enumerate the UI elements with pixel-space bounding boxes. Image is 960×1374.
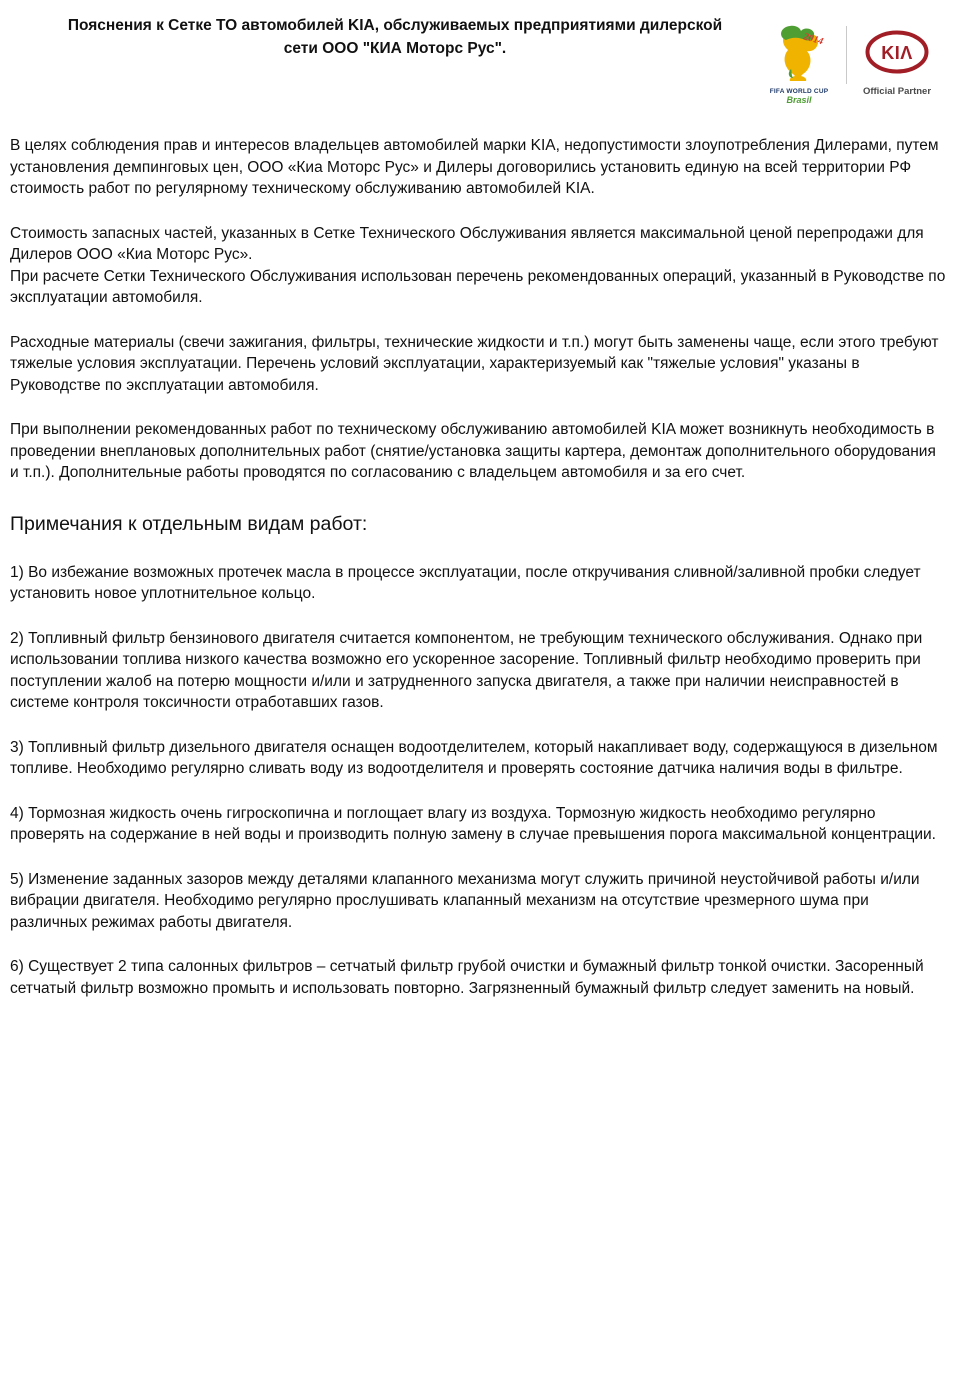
intro-paragraph-2a: Стоимость запасных частей, указанных в Сетке Технического Обслуживания является максимальной ценой перепродажи для Дилеров ООО «Киа Моторс Рус». xyxy=(10,224,924,263)
note-item-1: 1) Во избежание возможных протечек масла в процессе эксплуатации, после откручивания сливной/заливной пробки следует установить новое уплотнительное кольцо. xyxy=(10,563,921,602)
intro-paragraph-3: Расходные материалы (свечи зажигания, фильтры, технические жидкости и т.п.) могут быть заменены чаще, если этого требуют тяжелые условия эксплуатации. Перечень условий эксплуатации, характеризуемый как "тяжелые условия" указаны в Руководстве по эксплуатации автомобиля. xyxy=(10,333,939,394)
intro-paragraph-2b: При расчете Сетки Технического Обслуживания использован перечень рекомендованных операций, указанный в Руководстве по эксплуатации автомобиля. xyxy=(10,267,946,306)
page-title-line2: сети ООО "КИА Моторс Рус". xyxy=(283,40,507,57)
document-body xyxy=(10,135,948,999)
fifa-world-cup-trophy-icon xyxy=(767,24,831,82)
note-item-4: 4) Тормозная жидкость очень гигроскопична и поглощает влагу из воздуха. Тормозную жидкость необходимо регулярно проверять на содержание в ней воды и производить полную замену в случае превышения порога максимальной концентрации. xyxy=(10,804,936,843)
fifa-year-script: 2014 xyxy=(802,31,825,48)
notes-section-heading: Примечания к отдельным видам работ: xyxy=(10,512,368,535)
page-title xyxy=(10,10,760,60)
kia-logo xyxy=(857,24,937,97)
logo-divider xyxy=(846,26,847,84)
fifa-world-cup-logo xyxy=(760,24,838,105)
fifa-caption: FIFA WORLD CUP xyxy=(769,88,829,95)
page-title-line1: Пояснения к Сетке ТО автомобилей KIA, обслуживаемых предприятиями дилерской xyxy=(67,17,723,34)
note-item-2: 2) Топливный фильтр бензинового двигателя считается компонентом, не требующим технического обслуживания. Однако при использовании топлива низкого качества возможно его ускоренное засорение. Топливный фильтр необходимо проверить при поступлении жалоб на потерю мощности и/или и затрудненного запуска двигателя, а также при наличии неисправностей в системе контроля токсичности отработавших газов. xyxy=(10,629,923,711)
note-item-5: 5) Изменение заданных зазоров между деталями клапанного механизма могут служить причиной неустойчивой работы и/или вибрации двигателя. Необходимо регулярно прослушивать клапанный механизм на отсутствие чрезмерного шума при различных режимах работы двигателя. xyxy=(10,870,920,931)
partner-logos xyxy=(760,10,948,105)
official-partner-label: Official Partner xyxy=(862,86,932,97)
note-item-6: 6) Существует 2 типа салонных фильтров – сетчатый фильтр грубой очистки и бумажный фильтр тонкой очистки. Засоренный сетчатый фильтр возможно промыть и использовать повторно. Загрязненный бумажный фильтр следует заменить на новый. xyxy=(10,958,924,997)
intro-paragraph-4: При выполнении рекомендованных работ по техническому обслуживанию автомобилей KIA может возникнуть необходимость в проведении внеплановых дополнительных работ (снятие/установка защиты картера, демонтаж дополнительного оборудования и т.п.). Дополнительные работы проводятся по согласованию с владельцем автомобиля и за его счет. xyxy=(10,421,936,481)
kia-logo-text: KIΛ xyxy=(881,43,913,63)
intro-paragraph-2 xyxy=(10,223,948,309)
intro-paragraph-1: В целях соблюдения прав и интересов владельцев автомобилей марки KIA, недопустимости злоупотребления Дилерами, путем установления демпинговых цен, ООО «Киа Моторс Рус» и Дилеры договорились установить единую на всей территории РФ стоимость работ по регулярному техническому обслуживанию автомобилей KIA. xyxy=(10,137,939,197)
document-header xyxy=(10,10,948,105)
kia-oval-icon xyxy=(864,30,930,74)
note-item-3: 3) Топливный фильтр дизельного двигателя оснащен водоотделителем, который накапливает воду, содержащуюся в дизельном топливе. Необходимо регулярно сливать воду из водоотделителя и проверять состояние датчика наличия воды в фильтре. xyxy=(10,738,938,777)
fifa-brasil-caption: Brasil xyxy=(786,95,812,105)
